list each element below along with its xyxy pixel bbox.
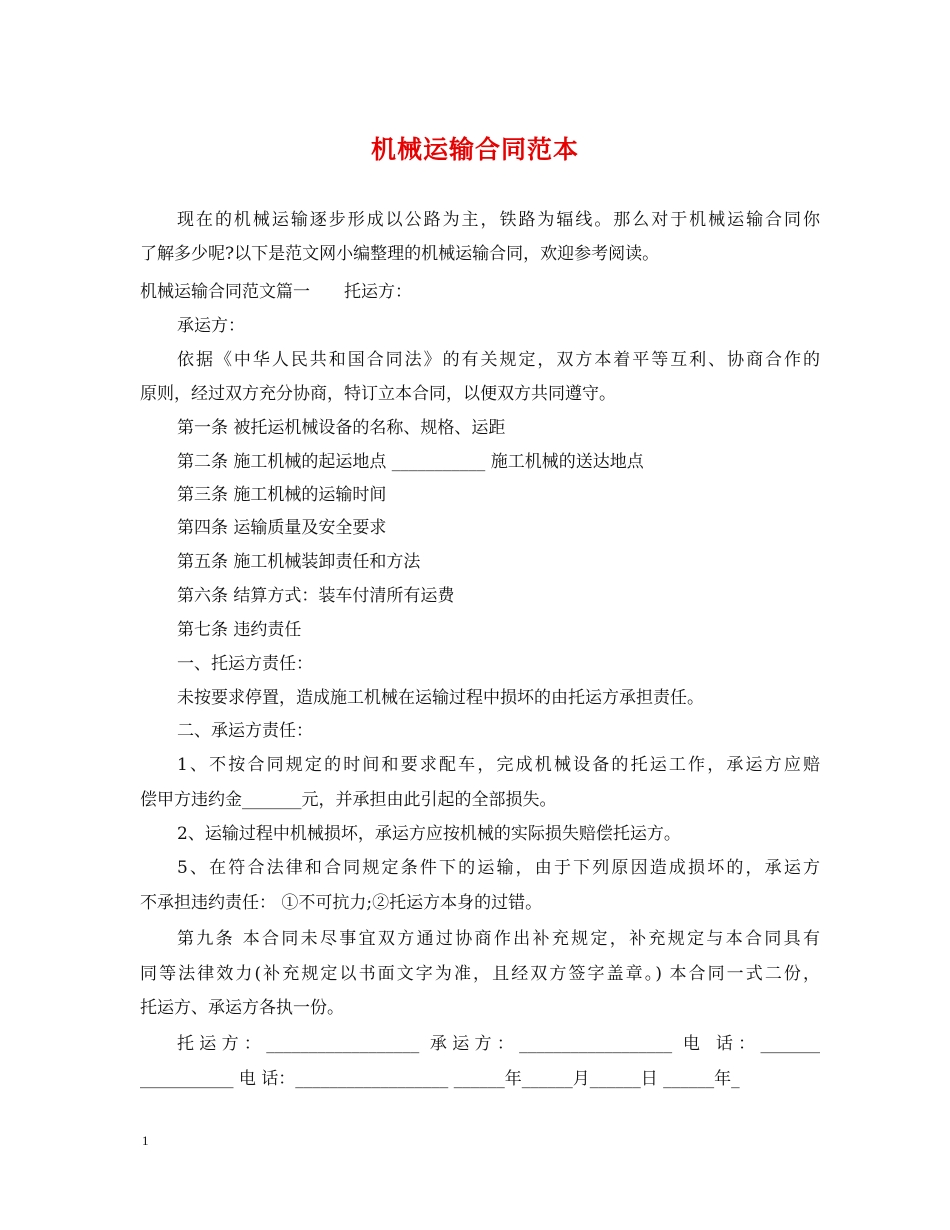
paragraph-line: 偿甲方违约金_______元，并承担由此引起的全部损失。 — [140, 790, 557, 810]
paragraph-line: 现在的机械运输逐步形成以公路为主，铁路为辐线。那么对于机械运输合同你 — [177, 210, 820, 230]
paragraph-line: 托运方、承运方各执一份。 — [140, 998, 344, 1018]
section-heading: 一、托运方责任： — [177, 654, 313, 674]
article-line: 第七条 违约责任 — [177, 620, 302, 640]
paragraph-line: 2、运输过程中机械损坏，承运方应按机械的实际损失赔偿托运方。 — [177, 824, 681, 844]
article-line: 第一条 被托运机械设备的名称、规格、运距 — [177, 418, 506, 438]
paragraph-line: 未按要求停置，造成施工机械在运输过程中损坏的由托运方承担责任。 — [177, 688, 704, 708]
paragraph-line: 了解多少呢?以下是范文网小编整理的机械运输合同，欢迎参考阅读。 — [140, 244, 660, 264]
paragraph-line: 承运方： — [177, 316, 245, 336]
article-line: 第四条 运输质量及安全要求 — [177, 518, 387, 538]
article-line: 第五条 施工机械装卸责任和方法 — [177, 552, 421, 572]
article-line: 第二条 施工机械的起运地点 ___________ 施工机械的送达地点 — [177, 452, 644, 472]
signature-line: 托运方：__________________ 承运方：__________________ 电 话：_______ — [177, 1034, 820, 1054]
paragraph-line: 5、在符合法律和合同规定条件下的运输，由于下列原因造成损坏的，承运方 — [177, 858, 820, 878]
page-number: 1 — [142, 1133, 149, 1148]
paragraph-line: 原则，经过双方充分协商，特订立本合同，以便双方共同遵守。 — [140, 384, 616, 404]
paragraph-line: 依据《中华人民共和国合同法》的有关规定，双方本着平等互利、协商合作的 — [177, 350, 820, 370]
paragraph-line: 不承担违约责任： ①不可抗力;②托运方本身的过错。 — [140, 893, 543, 913]
document-title: 机械运输合同范本 — [370, 135, 579, 164]
paragraph-line: 1、不按合同规定的时间和要求配车，完成机械设备的托运工作，承运方应赔 — [177, 755, 820, 775]
paragraph-line: 第九条 本合同未尽事宜双方通过协商作出补充规定，补充规定与本合同具有 — [177, 929, 820, 949]
paragraph-line: 机械运输合同范文篇一 托运方： — [140, 282, 412, 302]
paragraph-line: 同等法律效力(补充规定以书面文字为准，且经双方签字盖章。) 本合同一式二份， — [140, 964, 820, 984]
article-line: 第六条 结算方式：装车付清所有运费 — [177, 586, 455, 606]
section-heading: 二、承运方责任： — [177, 721, 313, 741]
article-line: 第三条 施工机械的运输时间 — [177, 485, 387, 505]
signature-line: ___________ 电 话：__________________ ______年______月______日 ______年_ — [140, 1069, 740, 1089]
